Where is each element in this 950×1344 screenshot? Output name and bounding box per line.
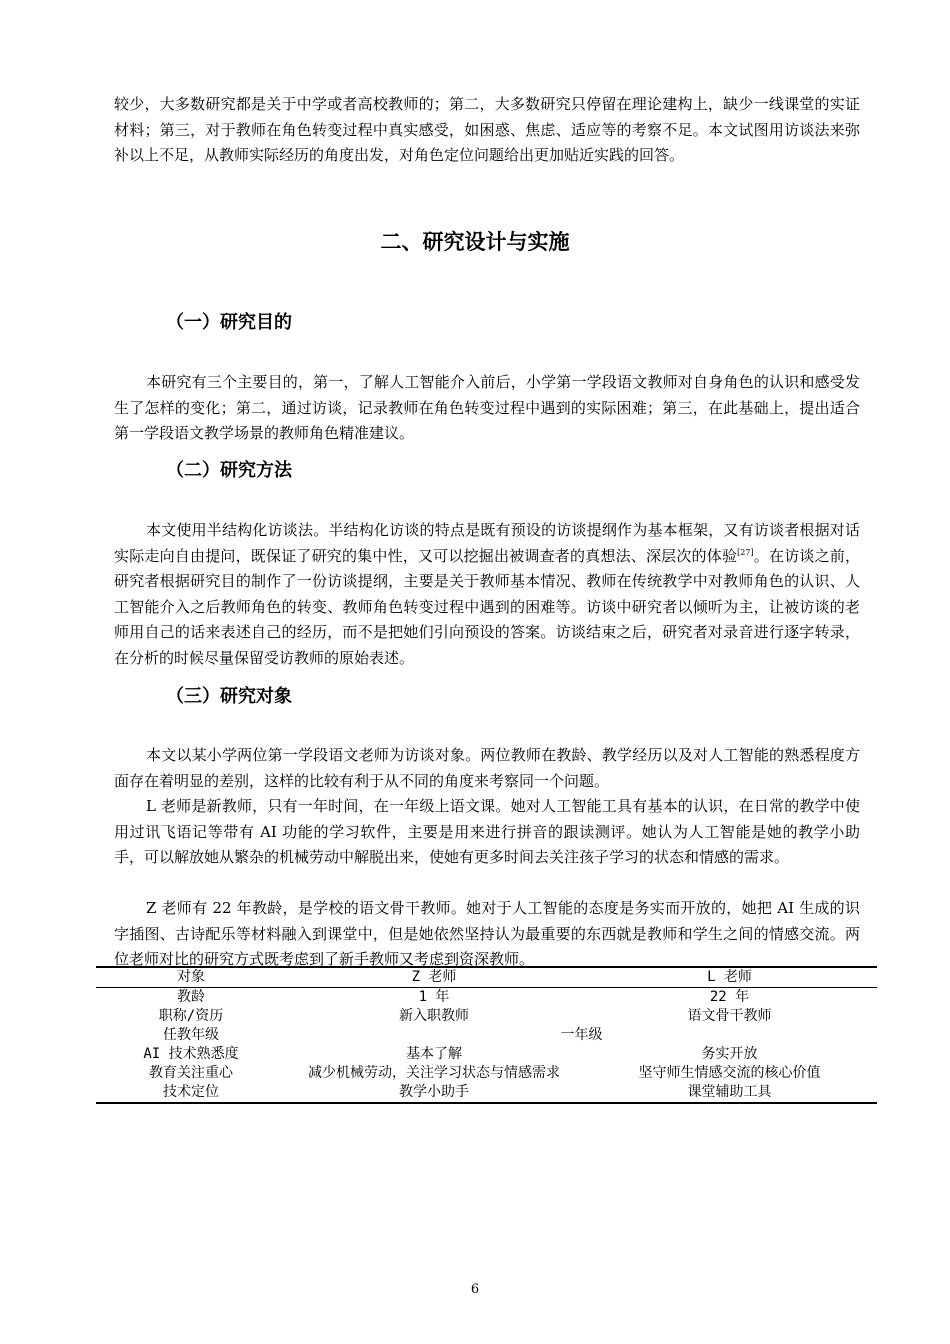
- subheading-method: （二）研究方法: [166, 460, 292, 481]
- table-cell: 教龄: [177, 989, 205, 1005]
- table-cell: 坚守师生情感交流的核心价值: [638, 1065, 821, 1081]
- table-cell: 教学小助手: [399, 1084, 469, 1100]
- paragraph-teacher-l: L 老师是新教师，只有一年时间，在一年级上语文课。她对人工智能工具有基本的认识，在日常的教学中使用过讯飞语记等带有 AI 功能的学习软件，主要是用来进行拼音的跟读测评。她认为人工智能是她的教学小助手，可以解放她从繁杂的机械劳动中解脱出来，使她有更多时间去关注孩子学习的状态和情感的需求。: [114, 797, 860, 866]
- table-cell: 基本了解: [406, 1046, 462, 1062]
- table-cell: 22 年: [709, 989, 750, 1005]
- paragraph-teacher-z: Z 老师有 22 年教龄，是学校的语文骨干教师。她对于人工智能的态度是务实而开放的，她把 AI 生成的识字插图、古诗配乐等材料融入到课堂中，但是她依然坚持认为最重要的东西就是教师和学生之间的情感交流。两位老师对比的研究方式既考虑到了新手教师又考虑到资深教师。: [114, 899, 860, 968]
- table-cell: 教育关注重心: [149, 1065, 233, 1081]
- method-text-part1: 本文使用半结构化访谈法。半结构化访谈的特点是既有预设的访谈提纲作为基本框架，又有访谈者根据对话实际走向自由提问，既保证了研究的集中性，又可以挖掘出被调查者的真想法、深层次的体验: [114, 521, 860, 565]
- paragraph-purpose: 本研究有三个主要目的，第一，了解人工智能介入前后，小学第一学段语文教师对自身角色的认识和感受发生了怎样的变化；第二，通过访谈，记录教师在角色转变过程中遇到的实际困难；第三，在此基础上，提出适合第一学段语文教学场景的教师角色精准建议。: [114, 373, 860, 442]
- table-row: [96, 1007, 877, 1026]
- citation-ref: [27]: [737, 547, 754, 557]
- table-cell: 课堂辅助工具: [687, 1084, 772, 1100]
- comparison-table: [96, 966, 877, 1104]
- table-cell: AI 技术熟悉度: [143, 1046, 239, 1062]
- table-row: [96, 1064, 877, 1083]
- section-heading-design: 二、研究设计与实施: [380, 230, 570, 254]
- table-row: [96, 1026, 877, 1045]
- table-cell-merged: 一年级: [560, 1027, 603, 1043]
- table-cell: 语文骨干教师: [687, 1008, 772, 1024]
- table-row: [96, 1045, 877, 1064]
- table-cell: 1 年: [418, 989, 450, 1005]
- paragraph-intro: 较少，大多数研究都是关于中学或者高校教师的；第二，大多数研究只停留在理论建构上，缺少一线课堂的实证材料；第三，对于教师在角色转变过程中真实感受，如困惑、焦虑、适应等的考察不足。本文试图用访谈法来弥补以上不足，从教师实际经历的角度出发，对角色定位问题给出更加贴近实践的回答。: [114, 95, 860, 164]
- table-header-row: [96, 967, 877, 988]
- method-text-part2: 。在访谈之前，研究者根据研究目的制作了一份访谈提纲，主要是关于教师基本情况、教师在传统教学中对教师角色的认识、人工智能介入之后教师角色的转变、教师角色转变过程中遇到的困难等。访谈中研究者以倾听为主，让被访谈的老师用自己的话来表述自己的经历，而不是把她们引向预设的答案。访谈结束之后，研究者对录音进行逐字转录，在分析的时候尽量保留受访教师的原始表述。: [114, 546, 860, 667]
- table-cell: 减少机械劳动，关注学习状态与情感需求: [308, 1065, 560, 1081]
- table-cell: 务实开放: [701, 1046, 758, 1062]
- table-row: [96, 988, 877, 1008]
- subheading-subjects: （三）研究对象: [166, 686, 292, 707]
- paragraph-subjects-overview: 本文以某小学两位第一学段语文老师为访谈对象。两位教师在教龄、教学经历以及对人工智能的熟悉程度方面存在着明显的差别，这样的比较有利于从不同的角度来考察同一个问题。: [114, 746, 860, 790]
- paragraph-method: [114, 518, 860, 671]
- table-cell: 技术定位: [163, 1084, 219, 1100]
- table-header-cell: 对象: [177, 969, 205, 985]
- subheading-purpose: （一）研究目的: [166, 312, 292, 333]
- table-cell: 职称/资历: [158, 1008, 224, 1024]
- table-header-cell: L 老师: [707, 969, 752, 985]
- table-cell: 新入职教师: [399, 1008, 469, 1024]
- page-number: 6: [470, 1282, 480, 1297]
- table-header-cell: Z 老师: [411, 969, 457, 985]
- table-cell: 任教年级: [163, 1027, 219, 1043]
- table-row: [96, 1083, 877, 1103]
